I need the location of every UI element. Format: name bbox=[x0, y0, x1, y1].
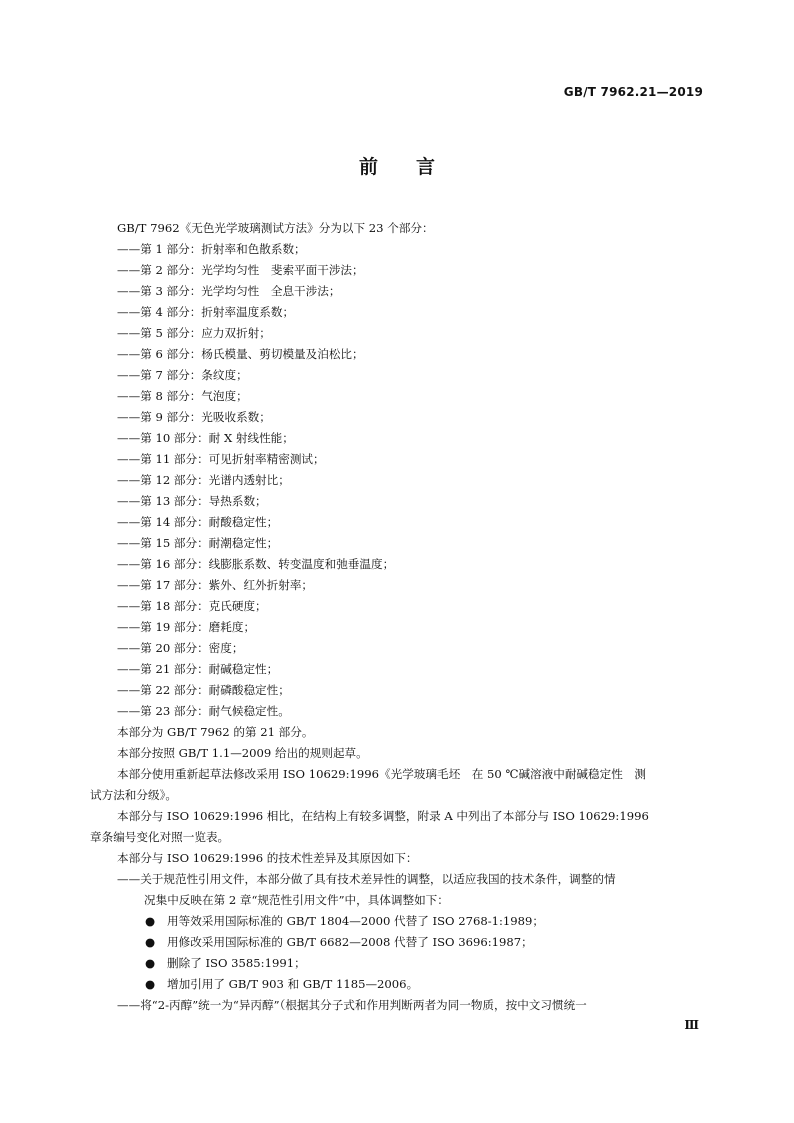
part-item: ——第 5 部分：应力双折射； bbox=[117, 326, 271, 340]
part-item: ——第 17 部分：紫外、红外折射率； bbox=[117, 578, 314, 592]
list-item bbox=[117, 911, 711, 932]
difference-item: ——关于规范性引用文件，本部分做了具有技术差异性的调整，以适应我国的技术条件，调整的情 bbox=[117, 872, 616, 886]
document-body bbox=[90, 218, 711, 1016]
bullet-icon: ● bbox=[145, 914, 156, 928]
part-item: ——第 4 部分：折射率温度系数； bbox=[117, 305, 295, 319]
intro-paragraph: GB/T 7962《无色光学玻璃测试方法》分为以下 23 个部分： bbox=[117, 221, 434, 235]
part-item: ——第 2 部分：光学均匀性 斐索平面干涉法； bbox=[117, 263, 364, 277]
part-item: ——第 20 部分：密度； bbox=[117, 641, 244, 655]
paragraph: 本部分使用重新起草法修改采用 ISO 10629:1996《光学玻璃毛坯 在 50 ℃碱溶液中耐碱稳定性 测 bbox=[117, 767, 646, 781]
paragraph: 本部分按照 GB/T 1.1—2009 给出的规则起草。 bbox=[117, 746, 368, 760]
bullet-icon: ● bbox=[145, 935, 156, 949]
paragraph-continuation: 章条编号变化对照一览表。 bbox=[90, 830, 230, 844]
paragraph-continuation: 试方法和分级》。 bbox=[90, 788, 177, 802]
difference-item: ——将“2-丙醇”统一为“异丙醇”（根据其分子式和作用判断两者为同一物质，按中文习惯统一 bbox=[117, 998, 587, 1012]
part-item: ——第 23 部分：耐气候稳定性。 bbox=[117, 704, 290, 718]
part-item: ——第 16 部分：线膨胀系数、转变温度和弛垂温度； bbox=[117, 557, 395, 571]
adjustment-list bbox=[117, 911, 711, 995]
paragraph: 本部分与 ISO 10629:1996 的技术性差异及其原因如下： bbox=[117, 851, 418, 865]
paragraph: 本部分为 GB/T 7962 的第 21 部分。 bbox=[117, 725, 314, 739]
part-item: ——第 15 部分：耐潮稳定性； bbox=[117, 536, 279, 550]
difference-item-continuation: 况集中反映在第 2 章“规范性引用文件”中，具体调整如下： bbox=[144, 893, 449, 907]
bullet-icon: ● bbox=[145, 977, 156, 991]
part-item: ——第 6 部分：杨氏模量、剪切模量及泊松比； bbox=[117, 347, 364, 361]
part-item: ——第 22 部分：耐磷酸稳定性； bbox=[117, 683, 290, 697]
part-item: ——第 3 部分：光学均匀性 全息干涉法； bbox=[117, 284, 341, 298]
list-item bbox=[117, 932, 711, 953]
part-item: ——第 12 部分：光谱内透射比； bbox=[117, 473, 290, 487]
part-item: ——第 11 部分：可见折射率精密测试； bbox=[117, 452, 325, 466]
list-item-text: 增加引用了 GB/T 903 和 GB/T 1185—2006。 bbox=[167, 977, 419, 991]
part-item: ——第 7 部分：条纹度； bbox=[117, 368, 248, 382]
bullet-icon: ● bbox=[145, 956, 156, 970]
list-item-text: 用修改采用国际标准的 GB/T 6682—2008 代替了 ISO 3696:1987； bbox=[167, 935, 533, 949]
list-item-text: 删除了 ISO 3585:1991； bbox=[167, 956, 306, 970]
page-title: 前言 bbox=[358, 156, 473, 178]
page-number: Ⅲ bbox=[684, 1018, 699, 1032]
list-item bbox=[117, 953, 711, 974]
part-item: ——第 18 部分：克氏硬度； bbox=[117, 599, 267, 613]
part-item: ——第 21 部分：耐碱稳定性； bbox=[117, 662, 279, 676]
part-item: ——第 14 部分：耐酸稳定性； bbox=[117, 515, 279, 529]
list-item-text: 用等效采用国际标准的 GB/T 1804—2000 代替了 ISO 2768-1:1989； bbox=[167, 914, 545, 928]
standard-number: GB/T 7962.21—2019 bbox=[563, 85, 703, 99]
part-item: ——第 19 部分：磨耗度； bbox=[117, 620, 256, 634]
list-item bbox=[117, 974, 711, 995]
paragraph: 本部分与 ISO 10629:1996 相比，在结构上有较多调整，附录 A 中列出了本部分与 ISO 10629:1996 bbox=[117, 809, 649, 823]
part-item: ——第 1 部分：折射率和色散系数； bbox=[117, 242, 306, 256]
part-item: ——第 9 部分：光吸收系数； bbox=[117, 410, 271, 424]
part-item: ——第 13 部分：导热系数； bbox=[117, 494, 267, 508]
part-item: ——第 10 部分：耐 X 射线性能； bbox=[117, 431, 294, 445]
part-item: ——第 8 部分：气泡度； bbox=[117, 389, 248, 403]
